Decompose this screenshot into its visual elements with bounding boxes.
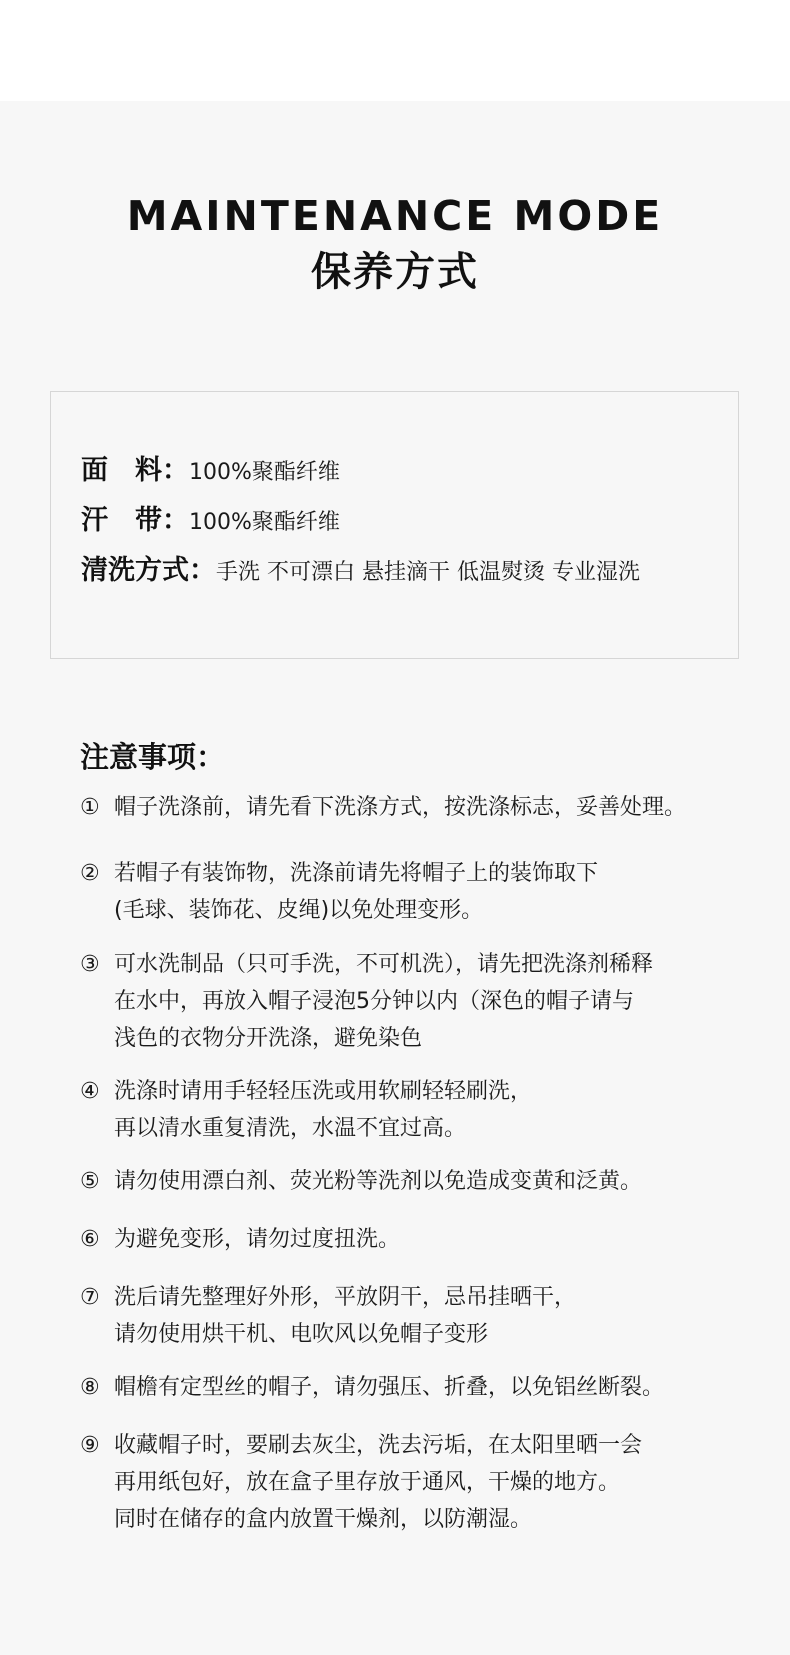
spec-label: 汗 带：: [81, 505, 189, 536]
note-item: [80, 789, 760, 826]
spec-box: [50, 391, 739, 659]
note-text: 请勿使用烘干机、电吹风以免帽子变形: [114, 1322, 489, 1347]
note-line: [80, 1501, 760, 1538]
note-text: 浅色的衣物分开洗涤，避免染色: [114, 1026, 423, 1051]
note-number: ⑨: [80, 1433, 100, 1458]
note-item: [80, 1163, 760, 1200]
note-text: 帽檐有定型丝的帽子，请勿强压、折叠，以免铝丝断裂。: [114, 1375, 665, 1400]
note-text: 再以清水重复清洗，水温不宜过高。: [114, 1116, 467, 1141]
note-number: ①: [80, 795, 100, 820]
note-line: [80, 983, 760, 1020]
note-number: ⑥: [80, 1227, 100, 1252]
note-text: 在水中，再放入帽子浸泡5分钟以内（深色的帽子请与: [114, 989, 634, 1014]
note-line: [80, 789, 760, 826]
note-number: ⑧: [80, 1375, 100, 1400]
note-item: [80, 946, 760, 1057]
note-text: 可水洗制品（只可手洗，不可机洗），请先把洗涤剂稀释: [114, 952, 654, 977]
page-title-en: MAINTENANCE MODE: [126, 192, 664, 240]
note-number: ③: [80, 952, 100, 977]
top-spacer: [0, 0, 790, 101]
note-line: [80, 892, 760, 929]
note-text: 同时在储存的盒内放置干燥剂，以防潮湿。: [114, 1507, 533, 1532]
spec-row-fabric: [81, 448, 340, 487]
spec-row-washing: [81, 548, 640, 587]
notes-title: 注意事项：: [80, 740, 226, 774]
note-item: [80, 855, 760, 929]
note-line: [80, 1163, 760, 1200]
note-line: [80, 1221, 760, 1258]
note-text: 帽子洗涤前，请先看下洗涤方式，按洗涤标志，妥善处理。: [114, 795, 687, 820]
note-text: 请勿使用漂白剂、荧光粉等洗剂以免造成变黄和泛黄。: [114, 1169, 643, 1194]
note-line: [80, 1110, 760, 1147]
note-item: [80, 1427, 760, 1538]
note-number: ②: [80, 861, 100, 886]
note-line: [80, 1316, 760, 1353]
spec-label: 清洗方式：: [81, 555, 216, 586]
spec-row-sweatband: [81, 498, 340, 537]
note-text: 为避免变形，请勿过度扭洗。: [114, 1227, 401, 1252]
note-line: [80, 1073, 760, 1110]
spec-value: 100%聚酯纤维: [189, 510, 340, 535]
note-number: ④: [80, 1079, 100, 1104]
note-item: [80, 1369, 760, 1406]
note-text: 洗涤时请用手轻轻压洗或用软刷轻轻刷洗，: [114, 1079, 533, 1104]
note-item: [80, 1279, 760, 1353]
note-line: [80, 855, 760, 892]
note-line: [80, 1020, 760, 1057]
note-number: ⑤: [80, 1169, 100, 1194]
note-text: 若帽子有装饰物，洗涤前请先将帽子上的装饰取下: [114, 861, 599, 886]
spec-value: 100%聚酯纤维: [189, 460, 340, 485]
note-number: ⑦: [80, 1285, 100, 1310]
note-line: [80, 1369, 760, 1406]
note-line: [80, 1464, 760, 1501]
note-text: 再用纸包好，放在盒子里存放于通风，干燥的地方。: [114, 1470, 621, 1495]
spec-label: 面 料：: [81, 455, 189, 486]
note-line: [80, 1427, 760, 1464]
note-text: (毛球、装饰花、皮绳)以免处理变形。: [114, 898, 484, 923]
note-line: [80, 1279, 760, 1316]
note-item: [80, 1073, 760, 1147]
note-text: 洗后请先整理好外形，平放阴干，忌吊挂晒干，: [114, 1285, 577, 1310]
note-item: [80, 1221, 760, 1258]
note-line: [80, 946, 760, 983]
spec-value: 手洗 不可漂白 悬挂滴干 低温熨烫 专业湿洗: [216, 560, 640, 585]
page-title-cn: 保养方式: [311, 249, 479, 295]
note-text: 收藏帽子时，要刷去灰尘，洗去污垢，在太阳里晒一会: [114, 1433, 643, 1458]
